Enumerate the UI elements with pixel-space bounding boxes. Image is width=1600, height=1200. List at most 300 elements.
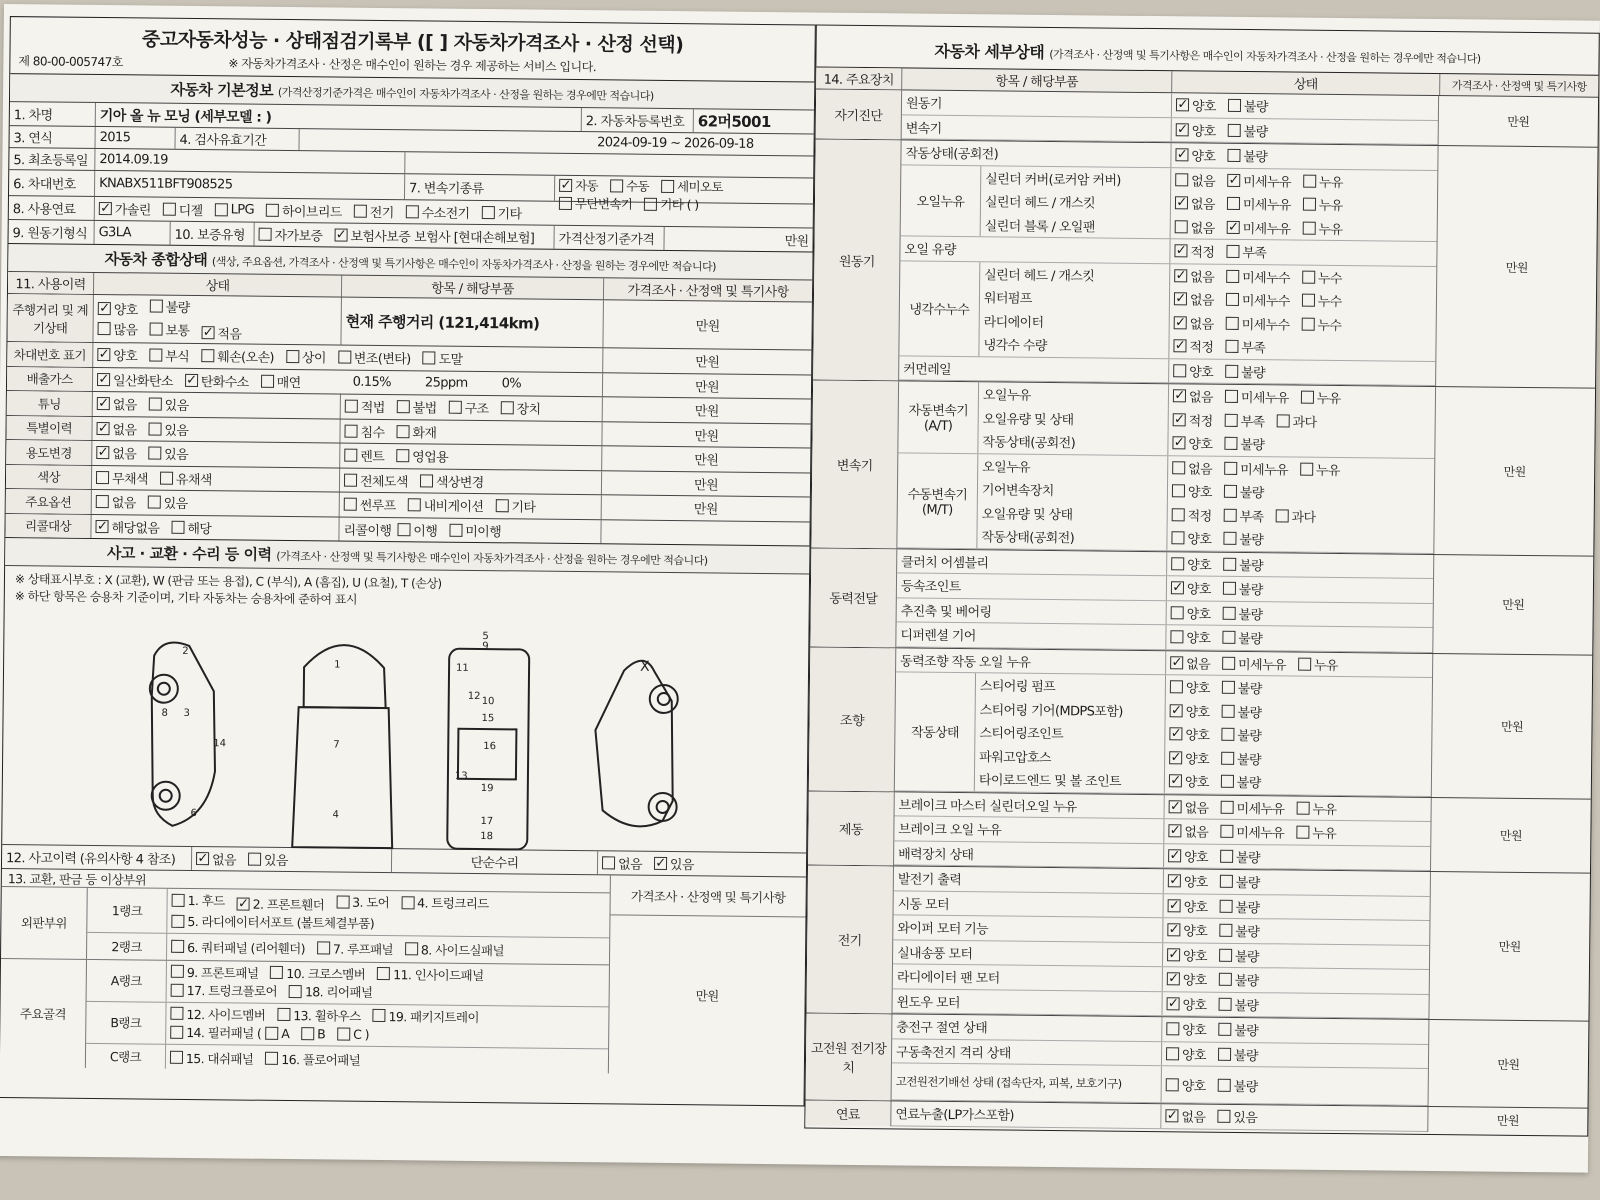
overall-option-checkbox[interactable]: 도말 bbox=[423, 349, 463, 368]
detail-row-item: 충전구 절연 상태 bbox=[892, 1014, 1162, 1040]
overall-option-checkbox[interactable]: 무채색 bbox=[96, 468, 148, 488]
detail-row-item: 냉각수 수량 bbox=[979, 332, 1169, 357]
detail-row-item: 라디에이터 팬 모터 bbox=[893, 964, 1163, 990]
detail-status-checkbox[interactable]: ✓ 양호 bbox=[1169, 873, 1208, 891]
detail-status-checkbox[interactable]: 불량 bbox=[1223, 529, 1263, 548]
detail-status-checkbox[interactable]: ✓ 양호 bbox=[1168, 922, 1208, 940]
detail-status-checkbox[interactable]: ✓ 적정 bbox=[1175, 243, 1215, 261]
detail-status-checkbox[interactable]: 부족 bbox=[1225, 337, 1265, 356]
detail-status-checkbox[interactable]: ✓ 양호 bbox=[1177, 97, 1216, 115]
detail-status-checkbox[interactable]: ✓ 없음 bbox=[1174, 315, 1214, 333]
trunk-lid-checkbox[interactable]: 4. 트렁크리드 bbox=[401, 893, 489, 912]
detail-group bbox=[816, 89, 1598, 147]
detail-row bbox=[978, 429, 1434, 457]
detail-status-checkbox[interactable]: ✓ 양호 bbox=[1170, 703, 1210, 721]
car-name-value: 기아 올 뉴 모닝 (세부모델 : ) bbox=[96, 103, 582, 131]
detail-status-checkbox[interactable]: 누유 bbox=[1303, 195, 1343, 214]
overall-row-label: 차대번호 표기 bbox=[7, 342, 93, 366]
detail-row-item: 오일누유 bbox=[978, 454, 1168, 479]
detail-status-checkbox[interactable]: ✓ 양호 bbox=[1169, 848, 1209, 866]
detail-row-status bbox=[1167, 526, 1433, 552]
detail-status-checkbox[interactable]: 불량 bbox=[1223, 579, 1263, 598]
detail-row-item: 추진축 및 베어링 bbox=[897, 598, 1167, 624]
detail-row bbox=[902, 115, 1438, 144]
diagram-mark: 5 bbox=[482, 631, 489, 643]
fuel-etc-checkbox[interactable]: 기타 bbox=[481, 203, 521, 222]
detail-status-checkbox[interactable]: ✓ 양호 bbox=[1168, 971, 1207, 989]
detail-row-item: 시동 모터 bbox=[894, 891, 1164, 917]
detail-group bbox=[808, 790, 1591, 873]
detail-status-checkbox[interactable]: 누유 bbox=[1302, 218, 1342, 237]
overall-row-item bbox=[340, 468, 602, 494]
car-damage-diagram bbox=[2, 604, 804, 852]
detail-status-checkbox[interactable]: ✓ 양호 bbox=[1168, 897, 1208, 916]
detail-row-status bbox=[1164, 894, 1430, 920]
cross-member-checkbox[interactable]: 10. 크로스멤버 bbox=[270, 963, 365, 982]
inside-panel-checkbox[interactable]: 11. 인사이드패널 bbox=[377, 964, 483, 983]
detail-row-item: 실린더 헤드 / 개스킷 bbox=[980, 262, 1170, 287]
fuel-diesel-checkbox[interactable]: 디젤 bbox=[163, 200, 203, 219]
detail-status-checkbox[interactable]: 불량 bbox=[1222, 678, 1262, 697]
detail-group bbox=[809, 646, 1592, 798]
detail-status-checkbox[interactable]: 적정 bbox=[1172, 505, 1212, 524]
trans-auto-checkbox[interactable]: ✓ 자동 bbox=[560, 177, 599, 194]
front-fender-checkbox[interactable]: ✓ 2. 프론트휀더 bbox=[237, 896, 325, 913]
detail-status-checkbox[interactable]: ✓ 양호 bbox=[1170, 726, 1210, 744]
detail-status-checkbox[interactable]: 양호 bbox=[1166, 1044, 1206, 1063]
detail-status-checkbox[interactable]: 불량 bbox=[1227, 146, 1267, 165]
detail-status-checkbox[interactable]: 미세누유 bbox=[1225, 387, 1289, 407]
detail-status-checkbox[interactable]: 양호 bbox=[1171, 529, 1211, 548]
detail-heading: 자동차 세부상태 (가격조사 · 산정액 및 특기사항은 매수인이 자동차가격조사 · 산정을 원하는 경우에만 적습니다) bbox=[934, 41, 1481, 66]
overall-price-unit: 만원 bbox=[694, 380, 720, 396]
overall-rows bbox=[5, 293, 812, 545]
detail-subgroup-label: 오일누유 bbox=[901, 165, 982, 236]
detail-row-status bbox=[1169, 359, 1435, 385]
mileage-status-checkbox[interactable]: 불량 bbox=[150, 296, 190, 315]
overall-row-status bbox=[91, 514, 339, 540]
trunk-floor-checkbox[interactable]: 17. 트렁크플로어 bbox=[171, 981, 277, 1000]
detail-subgroup-label: 자동변속기 (A/T) bbox=[898, 381, 979, 452]
detail-status-checkbox[interactable]: 누유 bbox=[1298, 654, 1338, 673]
detail-row-item: 클러치 어셈블리 bbox=[897, 549, 1167, 575]
detail-status-checkbox[interactable]: 미세누유 bbox=[1227, 194, 1291, 214]
overall-option-checkbox[interactable]: 있음 bbox=[148, 444, 188, 463]
detail-group bbox=[810, 547, 1593, 654]
overall-heading: 자동차 종합상태 (색상, 주요옵션, 가격조사 · 산정액 및 특기사항은 매수인이 자동차가격조사 · 산정을 원하는 경우에만 적습니다) bbox=[8, 243, 812, 279]
diagram-mark: 8 bbox=[161, 707, 169, 719]
right-page bbox=[804, 25, 1600, 1137]
detail-status-checkbox[interactable]: ✓ 적정 bbox=[1174, 338, 1214, 356]
detail-status-checkbox[interactable]: 누유 bbox=[1296, 798, 1336, 817]
simple-repair-none-checkbox[interactable]: 없음 bbox=[602, 853, 642, 872]
transmission-label: 7. 변속기종류 bbox=[405, 174, 555, 201]
overall-sub-checkbox[interactable]: 이행 bbox=[397, 520, 437, 539]
detail-status-checkbox[interactable]: 미세누유 bbox=[1224, 459, 1288, 479]
year-value: 2015 bbox=[95, 127, 175, 149]
detail-price-unit: 만원 bbox=[1432, 554, 1593, 654]
roof-panel-checkbox[interactable]: 7. 루프패널 bbox=[317, 939, 393, 958]
warranty-self-checkbox[interactable]: 자가보증 bbox=[259, 225, 323, 245]
detail-status-checkbox[interactable]: 미세누유 bbox=[1220, 822, 1284, 842]
detail-row-status bbox=[1169, 334, 1435, 360]
front-panel-checkbox[interactable]: 9. 프론트패널 bbox=[171, 962, 259, 981]
fuel-hybrid-checkbox[interactable]: 하이브리드 bbox=[266, 201, 342, 221]
inspection-value: 2024-09-19 ~ 2026-09-18 bbox=[597, 135, 754, 152]
overall-price-unit: 만원 bbox=[693, 502, 718, 518]
detail-status-checkbox[interactable]: ✓ 없음 bbox=[1169, 799, 1209, 817]
overall-sub-checkbox[interactable]: 색상변경 bbox=[420, 471, 484, 491]
overall-option-checkbox[interactable]: 있음 bbox=[149, 395, 189, 414]
overall-row-item bbox=[340, 444, 602, 470]
overall-option-checkbox[interactable]: 해당 bbox=[171, 518, 211, 537]
detail-price-unit: 만원 bbox=[1428, 1020, 1589, 1108]
detail-status-checkbox[interactable]: ✓ 없음 bbox=[1166, 1108, 1206, 1126]
detail-status-checkbox[interactable]: 누수 bbox=[1302, 291, 1342, 310]
detail-status-checkbox[interactable]: 불량 bbox=[1222, 628, 1262, 647]
detail-price-col-header: 가격조사 · 산정액 및 특기사항 bbox=[1451, 78, 1587, 94]
detail-status-checkbox[interactable]: 불량 bbox=[1228, 121, 1268, 140]
detail-status-checkbox[interactable]: 불량 bbox=[1223, 604, 1263, 623]
overall-row-item: 리콜이행 이행 미이행 bbox=[339, 517, 601, 543]
overall-price-unit: 만원 bbox=[694, 453, 719, 469]
rear-panel-checkbox[interactable]: 18. 리어패널 bbox=[289, 982, 373, 1001]
overall-sub-checkbox[interactable]: 전체도색 bbox=[344, 470, 408, 490]
simple-repair-label: 단순수리 bbox=[392, 849, 598, 874]
detail-row-item: 구동축전지 격리 상태 bbox=[892, 1039, 1162, 1065]
dash-panel-checkbox[interactable]: 15. 대쉬패널 bbox=[170, 1048, 254, 1067]
detail-status-checkbox[interactable]: ✓ 양호 bbox=[1177, 122, 1216, 140]
detail-row bbox=[975, 767, 1431, 795]
vin-label: 6. 차대번호 bbox=[9, 170, 95, 196]
detail-row-item: 등속조인트 bbox=[897, 573, 1167, 599]
detail-group bbox=[813, 139, 1597, 388]
rankB-label: B랭크 bbox=[86, 1001, 166, 1043]
detail-status-checkbox[interactable]: ✓ 양호 bbox=[1167, 995, 1207, 1014]
overall-option-checkbox[interactable]: ✓ 일산화탄소 bbox=[98, 371, 173, 390]
overall-sub-checkbox[interactable]: 썬루프 bbox=[344, 495, 396, 515]
detail-status-checkbox[interactable]: 누유 bbox=[1296, 823, 1336, 842]
overall-option-checkbox[interactable]: ✓ 없음 bbox=[97, 420, 137, 439]
overall-price-unit: 만원 bbox=[694, 404, 719, 420]
detail-status-checkbox[interactable]: 불량 bbox=[1223, 555, 1263, 574]
detail-price-unit: 만원 bbox=[1438, 96, 1599, 147]
fuel-gasoline-checkbox[interactable]: ✓ 가솔린 bbox=[100, 201, 151, 219]
mileage-level-checkbox[interactable]: 많음 bbox=[98, 319, 138, 338]
detail-status-checkbox[interactable]: 불량 bbox=[1218, 995, 1258, 1014]
detail-status-checkbox[interactable]: ✓ 없음 bbox=[1176, 195, 1215, 213]
detail-price-unit: 만원 bbox=[1428, 872, 1590, 1021]
fuel-electric-checkbox[interactable]: 전기 bbox=[354, 202, 394, 221]
detail-status-checkbox[interactable]: 없음 bbox=[1175, 170, 1215, 189]
detail-status-checkbox[interactable]: ✓ 양호 bbox=[1176, 147, 1216, 165]
overall-price-unit: 만원 bbox=[693, 478, 719, 494]
detail-status-checkbox[interactable]: 불량 bbox=[1221, 749, 1261, 768]
detail-row-status bbox=[1165, 746, 1431, 772]
detail-row-item: 스티어링 펌프 bbox=[976, 673, 1166, 698]
detail-row-status bbox=[1165, 769, 1431, 795]
hood-checkbox[interactable]: 1. 후드 bbox=[172, 891, 225, 910]
detail-group bbox=[806, 1012, 1589, 1107]
form-title: 중고자동차성능 · 상태점검기록부 ([ ] 자동차가격조사 · 산정 선택) bbox=[141, 28, 684, 57]
overall-sub-checkbox[interactable]: 기타 bbox=[495, 496, 535, 515]
detail-item-col-header: 항목 / 해당부품 bbox=[902, 68, 1172, 92]
overall-sub-checkbox[interactable]: 내비게이션 bbox=[408, 496, 484, 516]
simple-repair-yes-checkbox[interactable]: ✓ 있음 bbox=[655, 855, 694, 874]
detail-status-checkbox[interactable]: 양호 bbox=[1166, 1075, 1206, 1094]
overall-option-checkbox[interactable]: ✓ 양호 bbox=[98, 347, 138, 365]
overall-option-checkbox[interactable]: 상이 bbox=[286, 347, 326, 366]
detail-status-checkbox[interactable]: 미세누수 bbox=[1226, 314, 1290, 334]
detail-row-status bbox=[1170, 239, 1436, 265]
detail-row-status bbox=[1162, 992, 1428, 1018]
detail-row bbox=[979, 332, 1435, 360]
mileage-level-checkbox[interactable]: ✓ 적음 bbox=[202, 325, 242, 343]
detail-status-checkbox[interactable]: 부족 bbox=[1225, 411, 1265, 430]
door-checkbox[interactable]: 3. 도어 bbox=[336, 893, 389, 912]
detail-status-checkbox[interactable]: ✓ 양호 bbox=[1173, 435, 1213, 453]
base-price-label: 가격산정기준가격 bbox=[554, 226, 664, 250]
detail-groups bbox=[805, 89, 1598, 1134]
detail-status-checkbox[interactable]: 불량 bbox=[1221, 702, 1261, 721]
detail-status-checkbox[interactable]: 미세누유 bbox=[1220, 798, 1284, 818]
detail-price-unit: 만원 bbox=[1431, 653, 1592, 798]
detail-status-checkbox[interactable]: 불량 bbox=[1219, 897, 1259, 916]
detail-status-checkbox[interactable]: 누유 bbox=[1301, 388, 1341, 407]
overall-option-checkbox[interactable]: ✓ 탄화수소 bbox=[186, 372, 249, 391]
overall-option-checkbox[interactable]: 매연 bbox=[261, 371, 301, 390]
detail-status-checkbox[interactable]: 양호 bbox=[1172, 482, 1212, 501]
detail-status-checkbox[interactable]: 누수 bbox=[1301, 314, 1341, 333]
detail-status-checkbox[interactable]: ✓ 없음 bbox=[1171, 655, 1211, 673]
car-front-outline bbox=[304, 645, 387, 708]
detail-row-status bbox=[1166, 651, 1432, 677]
detail-status-checkbox[interactable]: 불량 bbox=[1220, 872, 1260, 891]
fuel-label: 8. 사용연료 bbox=[9, 196, 95, 220]
diagram-mark: 10 bbox=[481, 696, 495, 708]
overall-option-checkbox[interactable]: 훼손(오손) bbox=[201, 346, 274, 366]
overall-sub-checkbox[interactable]: 영업용 bbox=[396, 446, 448, 466]
pillar-panel-checkbox[interactable]: 14. 필러패널 ( bbox=[170, 1023, 261, 1042]
package-tray-checkbox[interactable]: 19. 패키지트레이 bbox=[373, 1006, 479, 1025]
emission-value: 25ppm bbox=[424, 375, 468, 391]
detail-status-checkbox[interactable]: 누유 bbox=[1300, 459, 1340, 478]
left-page bbox=[0, 16, 816, 1106]
outer-panel-label: 외판부위 bbox=[1, 887, 88, 958]
detail-status-checkbox[interactable]: 양호 bbox=[1171, 554, 1211, 573]
accident-none-checkbox[interactable]: ✓ 없음 bbox=[197, 851, 237, 869]
overall-row-status bbox=[93, 295, 341, 345]
overall-sub-checkbox[interactable]: 침수 bbox=[344, 421, 384, 440]
mileage-level-checkbox[interactable]: 보통 bbox=[149, 320, 189, 339]
detail-row-item: 디퍼렌셜 기어 bbox=[896, 622, 1166, 648]
overall-option-checkbox[interactable]: 변조(변타) bbox=[338, 348, 411, 368]
overall-sub-checkbox[interactable]: 적법 bbox=[345, 397, 385, 416]
overall-option-checkbox[interactable]: 없음 bbox=[96, 492, 136, 511]
detail-status-checkbox[interactable]: 누수 bbox=[1302, 267, 1342, 286]
overall-row-status bbox=[93, 392, 341, 418]
detail-row-status bbox=[1162, 1042, 1428, 1068]
detail-status-checkbox[interactable]: 불량 bbox=[1221, 725, 1261, 744]
detail-status-checkbox[interactable]: 미세누유 bbox=[1222, 654, 1286, 674]
history-col-header: 11. 사용이력 bbox=[8, 272, 94, 294]
detail-status-checkbox[interactable]: ✓ 미세누유 bbox=[1227, 219, 1291, 238]
detail-status-checkbox[interactable]: 없음 bbox=[1172, 458, 1212, 477]
detail-status-checkbox[interactable]: 불량 bbox=[1218, 1045, 1258, 1064]
rank1-label: 1랭크 bbox=[87, 888, 167, 932]
detail-row-status bbox=[1163, 967, 1429, 993]
diagram-mark: 18 bbox=[480, 831, 494, 843]
diagram-mark: 19 bbox=[480, 783, 494, 795]
detail-status-checkbox[interactable]: 불량 bbox=[1228, 96, 1268, 115]
overall-price-unit: 만원 bbox=[695, 319, 720, 335]
detail-status-checkbox[interactable]: 양호 bbox=[1170, 627, 1210, 646]
detail-status-checkbox[interactable]: 불량 bbox=[1218, 1075, 1258, 1094]
detail-row-status bbox=[1168, 479, 1434, 505]
overall-sub-checkbox[interactable]: 미이행 bbox=[449, 520, 501, 540]
diagram-mark: 17 bbox=[480, 816, 494, 828]
detail-row-status bbox=[1169, 384, 1435, 410]
detail-row-status bbox=[1172, 93, 1438, 119]
pillar-b-checkbox[interactable]: B bbox=[301, 1026, 325, 1041]
pillar-c-checkbox[interactable]: C ) bbox=[337, 1026, 369, 1041]
detail-status-checkbox[interactable]: 미세누수 bbox=[1226, 290, 1290, 310]
detail-status-checkbox[interactable]: ✓ 양호 bbox=[1170, 773, 1209, 791]
detail-row-status bbox=[1164, 869, 1430, 895]
overall-option-checkbox[interactable]: ✓ 해당없음 bbox=[96, 518, 160, 537]
detail-status-checkbox[interactable]: 양호 bbox=[1173, 361, 1213, 380]
detail-status-checkbox[interactable]: 양호 bbox=[1170, 677, 1210, 696]
detail-row-item: 윈도우 모터 bbox=[892, 989, 1162, 1015]
overall-sub-checkbox[interactable]: 장치 bbox=[500, 398, 540, 417]
detail-status-checkbox[interactable]: ✓ 미세누유 bbox=[1228, 172, 1292, 191]
overall-sub-checkbox[interactable]: 화재 bbox=[396, 422, 436, 441]
floor-panel-checkbox[interactable]: 16. 플로어패널 bbox=[265, 1049, 360, 1068]
wheel-house-checkbox[interactable]: 13. 휠하우스 bbox=[277, 1005, 361, 1024]
form-note: ※ 자동차가격조사 · 산정은 매수인이 원하는 경우 제공하는 서비스 입니다. bbox=[228, 56, 597, 75]
detail-status-checkbox[interactable]: 없음 bbox=[1175, 217, 1215, 236]
detail-row-item: 워터펌프 bbox=[980, 285, 1170, 310]
overall-sub-checkbox[interactable]: 렌트 bbox=[344, 446, 384, 465]
form-number: 제 80-00-005747호 bbox=[18, 54, 123, 70]
fuel-hydrogen-checkbox[interactable]: 수소전기 bbox=[406, 202, 470, 222]
overall-row-label: 주요옵션 bbox=[6, 489, 92, 513]
detail-status-checkbox[interactable]: ✓ 적정 bbox=[1173, 412, 1213, 430]
trans-semi-checkbox[interactable]: 세미오토 bbox=[661, 177, 723, 196]
overall-row-item bbox=[340, 493, 602, 519]
accident-yes-checkbox[interactable]: 있음 bbox=[248, 850, 288, 869]
detail-status-checkbox[interactable]: 과다 bbox=[1276, 411, 1316, 430]
detail-status-checkbox[interactable]: ✓ 양호 bbox=[1172, 580, 1211, 598]
radiator-support-checkbox[interactable]: 5. 라디에이터서포트 (볼트체결부품) bbox=[171, 912, 374, 932]
detail-row-item: 커먼레일 bbox=[899, 356, 1169, 382]
detail-row-item: 변속기 bbox=[902, 115, 1172, 141]
detail-status-checkbox[interactable]: 있음 bbox=[1217, 1107, 1257, 1126]
detail-row bbox=[892, 989, 1428, 1018]
detail-price-unit: 만원 bbox=[1435, 146, 1598, 388]
detail-status-checkbox[interactable]: 양호 bbox=[1171, 603, 1211, 622]
quarter-panel-checkbox[interactable]: 6. 쿼터패널 (리어휀더) bbox=[171, 937, 305, 956]
detail-row-item: 실린더 헤드 / 개스킷 bbox=[981, 189, 1171, 214]
overall-option-checkbox[interactable]: ✓ 없음 bbox=[98, 396, 137, 414]
overall-option-checkbox[interactable]: ✓ 없음 bbox=[97, 445, 137, 463]
detail-status-checkbox[interactable]: 불량 bbox=[1224, 482, 1264, 501]
overall-option-checkbox[interactable]: 있음 bbox=[148, 493, 188, 512]
detail-status-checkbox[interactable]: 불량 bbox=[1225, 362, 1265, 381]
detail-status-checkbox[interactable]: 미세누수 bbox=[1226, 267, 1290, 287]
detail-status-checkbox[interactable]: ✓ 없음 bbox=[1174, 388, 1213, 406]
detail-status-checkbox[interactable]: ✓ 양호 bbox=[1170, 750, 1210, 768]
detail-row-status bbox=[1170, 287, 1436, 313]
device-col-header: 14. 주요장치 bbox=[816, 68, 902, 90]
side-member-checkbox[interactable]: 12. 사이드멤버 bbox=[170, 1004, 265, 1023]
detail-status-checkbox[interactable]: 불량 bbox=[1220, 847, 1260, 866]
detail-status-checkbox[interactable]: ✓ 없음 bbox=[1169, 823, 1209, 841]
detail-price-unit: 만원 bbox=[1433, 387, 1595, 555]
detail-status-checkbox[interactable]: ✓ 양호 bbox=[1168, 946, 1208, 965]
status-col-header: 상태 bbox=[94, 273, 342, 297]
side-sill-checkbox[interactable]: 8. 사이드실패널 bbox=[405, 940, 504, 959]
detail-status-col-header: 상태 bbox=[1172, 71, 1440, 95]
fuel-lpg-checkbox[interactable]: LPG bbox=[215, 202, 255, 217]
detail-status-checkbox[interactable]: 과다 bbox=[1275, 506, 1315, 525]
mileage-status-checkbox[interactable]: ✓ 양호 bbox=[99, 300, 138, 319]
detail-row-item: 원동기 bbox=[902, 90, 1172, 116]
detail-status-checkbox[interactable]: ✓ 없음 bbox=[1175, 268, 1215, 286]
emission-value: 0% bbox=[501, 375, 522, 392]
detail-status-checkbox[interactable]: 불량 bbox=[1219, 970, 1259, 989]
detail-status-checkbox[interactable]: 누유 bbox=[1303, 171, 1343, 190]
detail-row-status bbox=[1165, 795, 1431, 821]
detail-status-checkbox[interactable]: 불량 bbox=[1219, 946, 1259, 965]
overall-row-item: 현재 주행거리 (121,414km) bbox=[341, 298, 603, 348]
accident-history-label: 12. 사고이력 (유의사항 4 참조) bbox=[2, 845, 192, 870]
trans-manual-checkbox[interactable]: 수동 bbox=[610, 176, 649, 194]
overall-row-status bbox=[92, 465, 340, 491]
overall-price-unit: 만원 bbox=[694, 429, 719, 445]
pillar-a-checkbox[interactable]: A bbox=[265, 1025, 289, 1040]
detail-status-checkbox[interactable]: 불량 bbox=[1218, 1020, 1258, 1039]
trans-etc-checkbox[interactable]: 기타 ( ) bbox=[644, 195, 698, 214]
detail-row-item: 타이로드엔드 및 볼 조인트 bbox=[975, 767, 1165, 792]
overall-row-label: 리콜대상 bbox=[5, 514, 91, 538]
detail-row bbox=[899, 356, 1435, 385]
warranty-insurer-checkbox[interactable]: ✓ 보험사보증 bbox=[335, 227, 411, 246]
detail-status-checkbox[interactable]: ✓ 없음 bbox=[1175, 291, 1214, 309]
overall-sub-checkbox[interactable]: 불법 bbox=[397, 397, 437, 416]
detail-row-status bbox=[1166, 699, 1432, 725]
detail-row-item: 작동상태(공회전) bbox=[978, 429, 1168, 454]
detail-row-item: 작동상태(공회전) bbox=[901, 140, 1171, 166]
detail-status-checkbox[interactable]: 양호 bbox=[1166, 1019, 1206, 1038]
diagram-mark: 16 bbox=[483, 741, 497, 753]
trans-cvt-checkbox[interactable]: 무단변속기 bbox=[559, 194, 633, 213]
detail-status-checkbox[interactable]: 불량 bbox=[1224, 434, 1264, 453]
detail-row-status bbox=[1162, 1066, 1428, 1105]
detail-status-checkbox[interactable]: 불량 bbox=[1219, 921, 1259, 940]
detail-row-item: 실린더 커버(로커암 커버) bbox=[981, 166, 1171, 191]
detail-status-checkbox[interactable]: 불량 bbox=[1221, 772, 1261, 791]
passenger-car-note: ※ 하단 항목은 승용차 기준이며, 기타 자동차는 승용차에 준하여 표시 bbox=[14, 589, 358, 607]
diagram-mark: 12 bbox=[467, 690, 481, 703]
overall-option-checkbox[interactable]: 있음 bbox=[148, 419, 188, 438]
detail-status-checkbox[interactable]: 부족 bbox=[1226, 242, 1266, 261]
detail-status-checkbox[interactable]: 부족 bbox=[1224, 506, 1264, 525]
overall-option-checkbox[interactable]: 부식 bbox=[149, 346, 189, 365]
overall-sub-checkbox[interactable]: 구조 bbox=[449, 398, 489, 417]
detail-group-label: 동력전달 bbox=[810, 548, 897, 647]
overall-option-checkbox[interactable]: 유채색 bbox=[160, 468, 212, 488]
